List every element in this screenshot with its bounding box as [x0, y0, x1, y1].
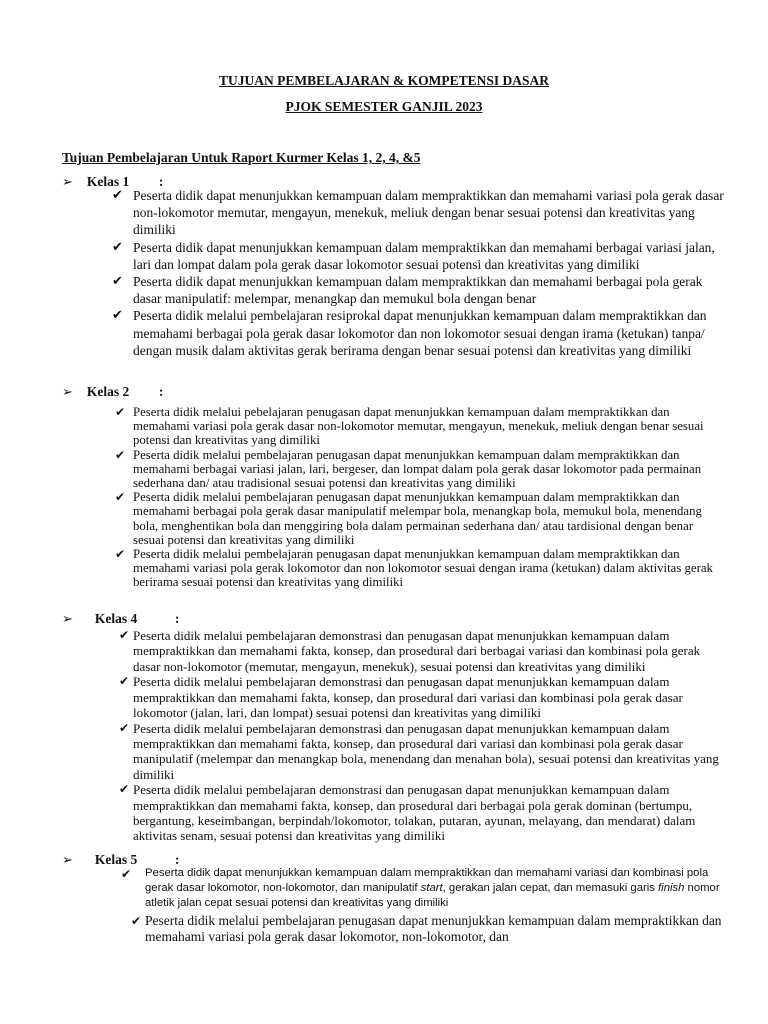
checkmark-icon: ✔: [119, 674, 130, 689]
kelas-label: Kelas 1: [86, 174, 130, 189]
list-item: [115, 490, 723, 547]
objective-text: Peserta didik dapat menunjukkan kemampuan dalam mempraktikkan dan memahami berbagai pola gerak dasar manipulatif: melempar, menangkap dan memukul bola dengan benar: [133, 274, 703, 307]
checkmark-icon: ✔: [115, 405, 126, 419]
objective-text-part: , gerakan jalan cepat, dan memasuki garis: [442, 882, 659, 894]
arrowhead-icon: ➢: [62, 175, 73, 190]
kelas-2-heading: [62, 384, 163, 400]
list-item: [115, 547, 723, 590]
checkmark-icon: ✔: [119, 628, 130, 642]
checkmark-icon: ✔: [115, 490, 126, 505]
objective-text: Peserta didik melalui pembelajaran penugasan dapat menunjukkan kemampuan dalam mempraktikkan dan memahami variasi pola gerak lokomotor dan non lokomotor sesuai dengan irama (ketukan) dalam aktivitas gerak berirama sesuai potensi dan kreativitas yang dimiliki: [133, 547, 713, 590]
kelas-4-heading: [62, 611, 179, 627]
document-title: TUJUAN PEMBELAJARAN & KOMPETENSI DASAR: [218, 73, 550, 88]
document-subtitle: PJOK SEMESTER GANJIL 2023: [285, 99, 483, 114]
list-item: [112, 187, 733, 239]
objective-text: [145, 866, 725, 911]
kelas-colon: :: [174, 852, 180, 867]
checkmark-icon: ✔: [112, 308, 123, 324]
objective-text: Peserta didik melalui pebelajaran penugasan dapat menunjukkan kemampuan dalam mempraktikkan dan memahami variasi pola gerak dasar non-lokomotor memutar, mengayun, menekuk, meliuk dengan benar sesuai potensi dan kreativitas yang dimiliki: [133, 405, 704, 448]
list-item: [112, 239, 733, 273]
checkmark-icon: ✔: [112, 239, 123, 255]
objective-text-part: nomor atletik jalan cepat sesuai potensi dan kreativitas yang dimiliki: [145, 882, 720, 909]
checkmark-icon: ✔: [112, 188, 123, 203]
objective-text: Peserta didik dapat menunjukkan kemampuan dalam mempraktikkan dan memahami berbagai variasi jalan, lari dan lompat dalam pola gerak dasar lokomotor sesuai potensi dan kreativitas yang dimiliki: [133, 239, 715, 272]
checkmark-icon: ✔: [119, 782, 130, 797]
kelas-colon: :: [158, 384, 164, 399]
kelas-5-objectives: [121, 866, 725, 945]
arrowhead-icon: ➢: [62, 385, 73, 400]
list-item: [119, 674, 723, 720]
italic-term: finish: [658, 882, 685, 894]
checkmark-icon: ✔: [121, 867, 132, 881]
arrowhead-icon: ➢: [62, 612, 73, 627]
kelas-colon: :: [174, 611, 180, 626]
objective-text: Peserta didik melalui pembelajaran penugasan dapat menunjukkan kemampuan dalam mempraktikkan dan memahami berbagai pola gerak dasar manipulatif melempar bola, menangkap bola, memukul bola, menendang bola, menghentikan bola dan menggiring bola dalam permainan sederhana dan/ atau tardisional dengan benar sesuai potensi dan kreativitas yang dimiliki: [133, 490, 702, 547]
kelas-4-objectives: [119, 628, 723, 844]
list-item: [115, 405, 723, 448]
checkmark-icon: ✔: [115, 547, 126, 562]
checkmark-icon: ✔: [112, 274, 123, 290]
objective-text: Peserta didik melalui pembelajaran demonstrasi dan penugasan dapat menunjukkan kemampuan dalam mempraktikkan dan memahami fakta, konsep, dan prosedural dari variasi dan kombinasi pola gerak dasar lokomotor (jalan, lari, dan lompat) sesuai potensi dan kreativitas yang dimiliki: [133, 674, 683, 720]
list-item: [112, 273, 733, 307]
list-item: [119, 720, 723, 782]
kelas-2-objectives: [115, 405, 723, 590]
objective-text: Peserta didik melalui pembelajaran resiprokal dapat menunjukkan kemampuan dalam mempraktikkan dan memahami berbagai pola gerak dasar lokomotor dan non lokomotor sesuai dengan irama (ketukan) tanpa/ dengan musik dalam aktivitas gerak berirama dengan benar sesuai potensi dan kreativitas yang dimiliki: [133, 308, 707, 358]
list-item: [112, 307, 733, 359]
kelas-1-objectives: [112, 187, 733, 359]
objective-text: Peserta didik melalui pembelajaran penugasan dapat menunjukkan kemampuan dalam mempraktikkan dan memahami berbagai variasi jalan, lari, bergeser, dan lompat dalam pola gerak dasar lokomotor pada permainan sederhana dan/ atau tradisional sesuai potensi dan kreativitas yang dimiliki: [133, 447, 702, 491]
checkmark-icon: ✔: [119, 720, 130, 735]
list-item: [131, 913, 725, 945]
objective-text: Peserta didik melalui pembelajaran demonstrasi dan penugasan dapat menunjukkan kemampuan dalam mempraktikkan dan memahami fakta, konsep, dan prosedural dari berbagai variasi dan kombinasi pola gerak dasar non-lokomotor (memutar, mengayun, menekuk), sesuai potensi dan kreativitas yang dimiliki: [133, 628, 701, 674]
section-subheading: Tujuan Pembelajaran Untuk Raport Kurmer Kelas 1, 2, 4, &5: [62, 150, 421, 165]
objective-text: Peserta didik dapat menunjukkan kemampuan dalam mempraktikkan dan memahami variasi pola gerak dasar non-lokomotor memutar, mengayun, menekuk, meliuk dengan benar sesuai potensi dan kreativitas yang dimiliki: [133, 188, 724, 238]
kelas-label: Kelas 2: [86, 384, 130, 399]
italic-term: start: [420, 882, 443, 894]
kelas-label: Kelas 5: [94, 852, 138, 867]
checkmark-icon: ✔: [115, 447, 126, 462]
list-item: [119, 628, 723, 674]
objective-text: Peserta didik melalui pembelajaran demonstrasi dan penugasan dapat menunjukkan kemampuan dalam mempraktikkan dan memahami fakta, konsep, dan prosedural dari variasi dan kombinasi pola gerak dasar manipulatif (melempar dan menangkap bola, menendang dan menahan bola), sesuai potensi dan kreativitas yang dimiliki: [133, 720, 719, 782]
kelas-colon: :: [158, 174, 164, 189]
objective-text-part: Peserta didik dapat menunjukkan kemampuan dalam mempraktikkan dan memahami variasi dan kombinasi pola gerak dasar lokomotor, non-lokomotor, dan manipulatif: [145, 867, 709, 894]
objective-text: Peserta didik melalui pembelajaran penugasan dapat menunjukkan kemampuan dalam mempraktikkan dan memahami variasi pola gerak dasar lokomotor, non-lokomotor, dan: [145, 913, 722, 944]
list-item: [121, 866, 725, 911]
arrowhead-icon: ➢: [62, 853, 73, 868]
checkmark-icon: ✔: [131, 914, 142, 928]
objective-text: Peserta didik melalui pembelajaran demonstrasi dan penugasan dapat menunjukkan kemampuan dalam mempraktikkan dan memahami fakta, konsep, dan prosedural dari berbagai pola gerak dominan (bertumpu, bergantung, keseimbangan, berpindah/lokomotor, tolakan, putaran, ayunan, melayang, dan mendarat) dalam aktivitas senam, sesuai potensi dan kreativitas yang dimiliki: [133, 782, 696, 844]
list-item: [119, 782, 723, 844]
list-item: [115, 447, 723, 491]
kelas-label: Kelas 4: [94, 611, 138, 626]
